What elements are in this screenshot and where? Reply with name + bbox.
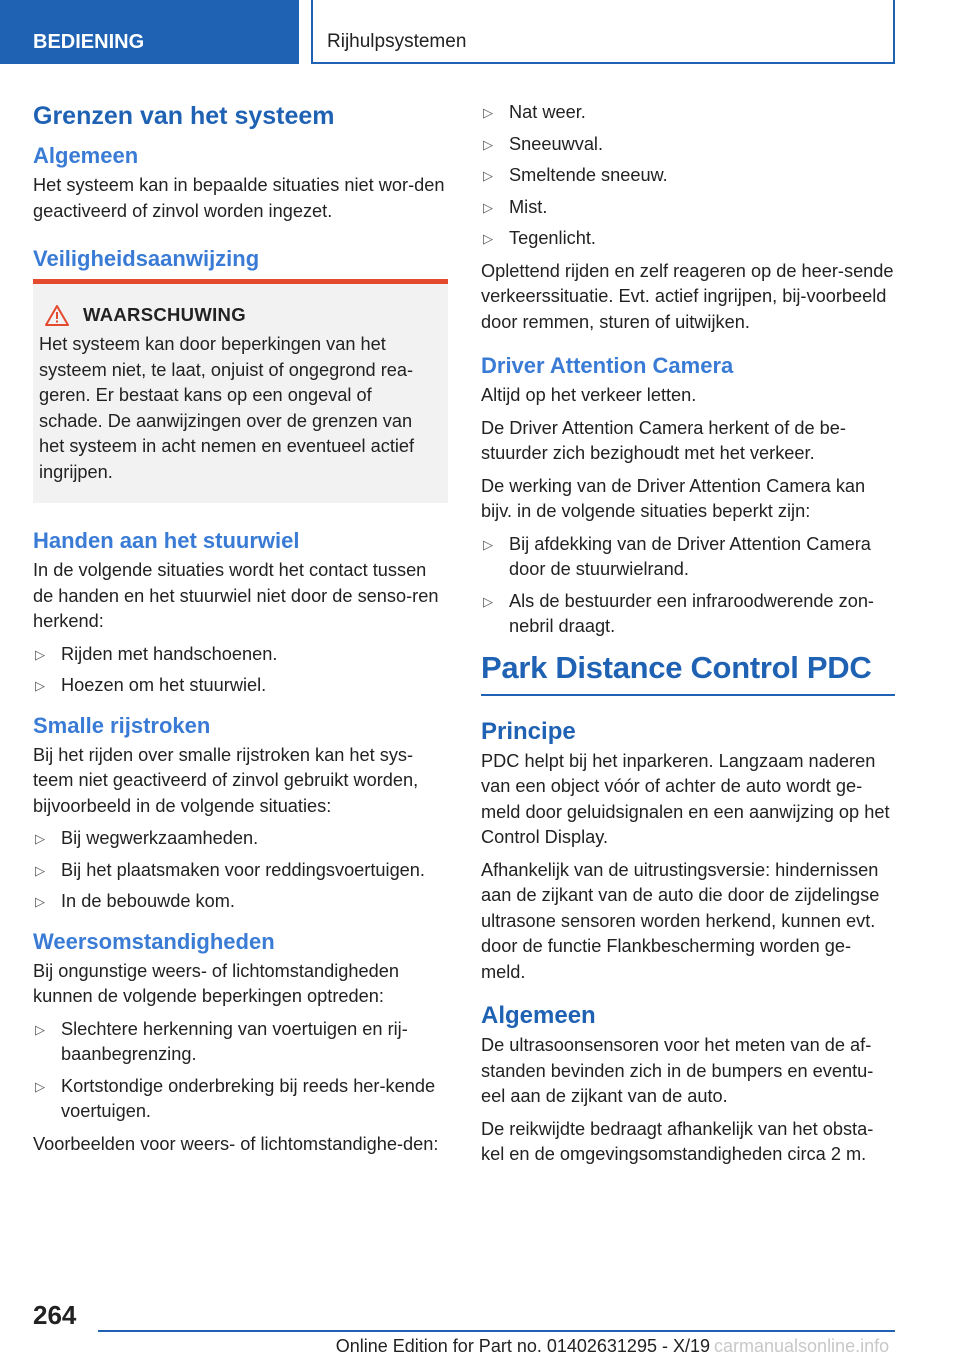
list-item: ▷ Slechtere herkenning van voertuigen en rij-baanbegrenzing. (35, 1018, 408, 1064)
page-number: 264 (33, 1300, 77, 1330)
paragraph-hands: In de volgende situaties wordt het contact tussen de handen en het stuurwiel niet door de senso-ren herkend: (33, 560, 439, 631)
watermark: carmanualsonline.info (714, 1336, 890, 1356)
warning-triangle-icon (45, 305, 69, 326)
paragraph-general-pdc-1: De ultrasoonsensoren voor het meten van de af-standen bevinden zich in de bumpers en eventu-eel aan de zijkant van de auto. (481, 1035, 874, 1106)
left-column (33, 100, 448, 1164)
list-item: ▷ Rijden met handschoenen. (33, 642, 448, 668)
heading-safety-note: Veiligheidsaanwijzing (33, 246, 260, 271)
heading-narrow-lanes: Smalle rijstroken (33, 712, 211, 738)
list-item: ▷ Tegenlicht. (481, 226, 895, 252)
paragraph-dac-3: De werking van de Driver Attention Camera kan bijv. in de volgende situaties beperkt zijn: (481, 475, 866, 521)
lanes-list (33, 826, 448, 915)
warning-text: Het systeem kan door beperkingen van het systeem niet, te laat, onjuist of ongegrond rea-geren. Er bestaat kans op een ongeval of schade. De aanwijzingen over de grenzen van het systeem in acht nemen en eventueel actief ingrijpen. (39, 334, 415, 482)
list-item: ▷ Bij afdekking van de Driver Attention Camera door de stuurwielrand. (483, 533, 871, 579)
bullet-triangle-icon: ▷ (35, 831, 45, 846)
heading-weather: Weersomstandigheden (33, 928, 275, 954)
paragraph-lanes: Bij het rijden over smalle rijstroken kan het sys-teem niet geactiveerd of zinvol gebruikt worden, bijvoorbeeld in de volgende situaties: (33, 744, 419, 816)
bullet-triangle-icon: ▷ (35, 1078, 45, 1094)
dac-list (481, 532, 895, 640)
paragraph-weather: Bij ongunstige weers- of lichtomstandigheden kunnen de volgende beperkingen optreden: (33, 960, 399, 1006)
bullet-triangle-icon: ▷ (35, 678, 45, 693)
chapter-title: Rijhulpsystemen (311, 0, 895, 64)
heading-general-pdc: Algemeen (481, 1002, 596, 1029)
heading-driver-attention-camera: Driver Attention Camera (481, 353, 734, 378)
chapter-heading-pdc: Park Distance Control PDC (481, 648, 895, 696)
bullet-triangle-icon: ▷ (483, 231, 493, 246)
list-item: ▷ In de bebouwde kom. (33, 889, 448, 915)
paragraph-examples: Voorbeelden voor weers- of lichtomstandighe-den: (33, 1133, 439, 1154)
bullet-triangle-icon: ▷ (35, 646, 45, 662)
list-item: ▷ Mist. (481, 195, 895, 221)
footer-edition: Online Edition for Part no. 01402631295 - X/19 (335, 1336, 710, 1356)
footer-divider (98, 1330, 895, 1332)
bullet-triangle-icon: ▷ (483, 199, 493, 215)
heading-general: Algemeen (33, 143, 139, 168)
weather-list (33, 1017, 448, 1125)
bullet-triangle-icon: ▷ (35, 894, 45, 909)
list-item: ▷ Bij wegwerkzaamheden. (33, 826, 448, 852)
warning-title: WAARSCHUWING (83, 304, 246, 325)
bullet-triangle-icon: ▷ (483, 168, 493, 183)
list-item: ▷ Bij het plaatsmaken voor reddingsvoertuigen. (33, 858, 448, 884)
paragraph-general: Het systeem kan in bepaalde situaties niet wor-den geactiveerd of zinvol worden ingezet. (33, 175, 445, 221)
list-item: ▷ Sneeuwval. (481, 132, 895, 158)
bullet-triangle-icon: ▷ (483, 136, 493, 152)
heading-system-limits: Grenzen van het systeem (33, 102, 335, 130)
list-item: ▷ Smeltende sneeuw. (481, 163, 895, 189)
right-column (481, 100, 895, 1175)
hands-list (33, 642, 448, 699)
warning-box (33, 279, 448, 503)
paragraph-dac-1: Altijd op het verkeer letten. (481, 385, 697, 405)
heading-principle: Principe (481, 717, 576, 745)
heading-hands-on-wheel: Handen aan het stuurwiel (33, 528, 300, 553)
paragraph-principle-1: PDC helpt bij het inparkeren. Langzaam naderen van een object vóór of achter de auto wordt ge-meld door geluidsignalen en een aanwijzing op het Control Display. (481, 750, 890, 847)
bullet-triangle-icon: ▷ (483, 536, 493, 552)
bullet-triangle-icon: ▷ (35, 862, 45, 878)
bullet-triangle-icon: ▷ (35, 1021, 45, 1037)
list-item: ▷ Als de bestuurder een infraroodwerende zon-nebril draagt. (483, 590, 874, 636)
paragraph-principle-2: Afhankelijk van de uitrustingsversie: hindernissen aan de zijkant van de auto die door de zijdelingse ultrasone sensoren worden herkend, kunnen evt. door de functie Flankbescherming worden ge-meld. (481, 859, 880, 982)
bullet-triangle-icon: ▷ (483, 593, 493, 609)
section-tab: BEDIENING (0, 0, 299, 64)
bullet-triangle-icon: ▷ (483, 105, 493, 120)
paragraph-dac-2: De Driver Attention Camera herkent of de be-stuurder zich bezighoudt met het verkeer. (481, 417, 846, 463)
paragraph-attentive: Oplettend rijden en zelf reageren op de heer-sende verkeerssituatie. Evt. actief ingrijpen, bij-voorbeeld door remmen, sturen of uitwijken. (481, 260, 894, 332)
paragraph-general-pdc-2: De reikwijdte bedraagt afhankelijk van het obsta-kel en de omgevingsomstandigheden circa 2 m. (481, 1118, 874, 1164)
list-item: ▷ Kortstondige onderbreking bij reeds her-kende voertuigen. (35, 1075, 436, 1121)
list-item: ▷ Nat weer. (481, 100, 895, 126)
examples-list (481, 100, 895, 252)
list-item: ▷ Hoezen om het stuurwiel. (33, 673, 448, 699)
